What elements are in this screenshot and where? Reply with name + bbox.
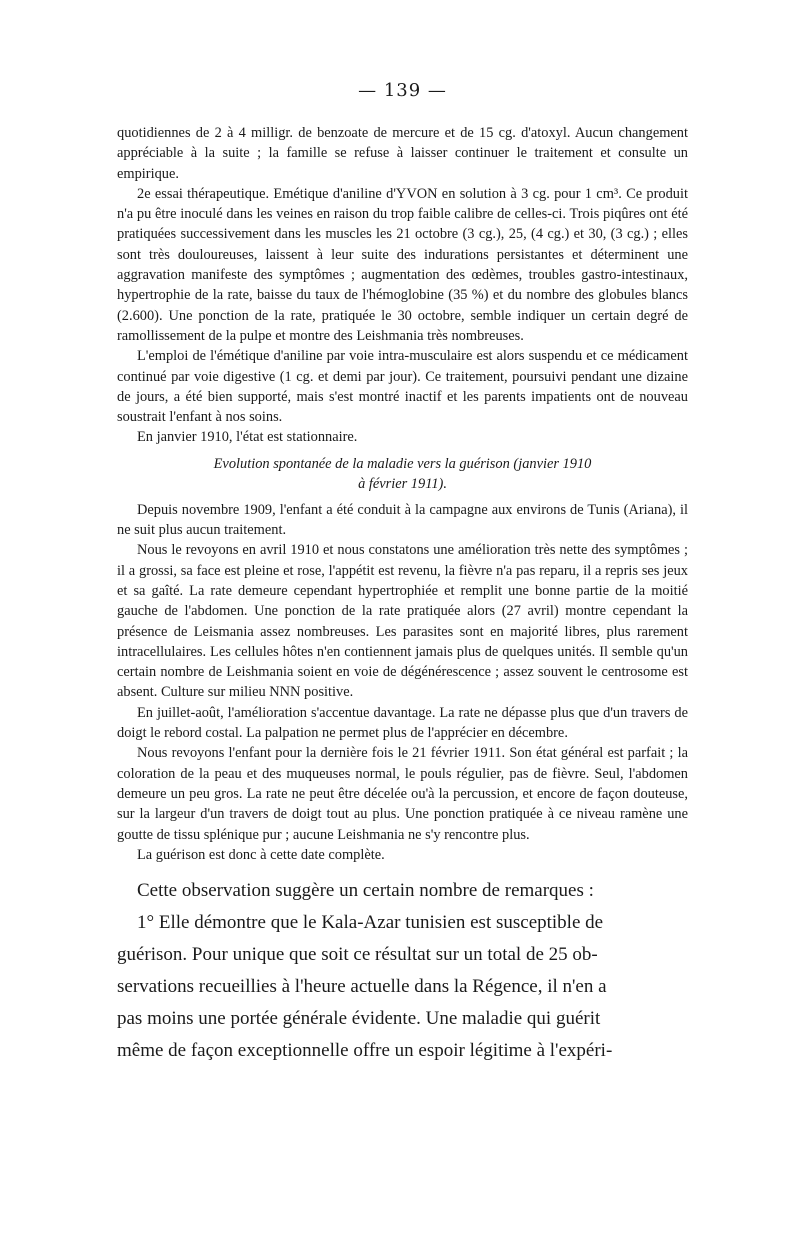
conclusion-line-5: pas moins une portée générale évidente. Une maladie qui guérit bbox=[117, 1008, 601, 1030]
conclusion-line-2: 1° Elle démontre que le Kala-Azar tunisien est susceptible de bbox=[137, 912, 604, 934]
section-title-line-2: à février 1911). bbox=[358, 475, 447, 492]
paragraph-countryside: Depuis novembre 1909, l'enfant a été conduit à la campagne aux environs de Tunis (Ariana), il ne suit plus aucun traitement. bbox=[117, 501, 688, 539]
section-title bbox=[117, 454, 688, 494]
conclusion-line-6: même de façon exceptionnelle offre un espoir légitime à l'expéri- bbox=[117, 1040, 613, 1062]
conclusion-line-4: servations recueillies à l'heure actuelle dans la Régence, il n'en a bbox=[117, 976, 607, 998]
section-title-line-1: Evolution spontanée de la maladie vers la guérison (janvier 1910 bbox=[213, 455, 592, 472]
page-number: — 139 — bbox=[358, 80, 447, 101]
paragraph-july-august: En juillet-août, l'amélioration s'accentue davantage. La rate ne dépasse plus que d'un travers de doigt le rebord costal. La palpation ne permet plus de l'apprécier en décembre. bbox=[117, 704, 688, 742]
conclusion-line-1: Cette observation suggère un certain nombre de remarques : bbox=[137, 880, 594, 902]
paragraph-second-trial: 2e essai thérapeutique. Emétique d'aniline d'YVON en solution à 3 cg. pour 1 cm³. Ce produit n'a pu être inoculé dans les veines en raison du trop faible calibre de celles-ci. Trois piqûres ont été pratiquées successivement dans les muscles les 21 octobre (3 cg.), 25, (4 cg.) et 30, (3 cg.) ; elles sont très douloureuses, laissent à leur suite des indurations persistantes et déterminent une aggravation manifeste des symptômes ; augmentation des œdèmes, troubles gastro-intestinaux, hypertrophie de la rate, baisse du taux de l'hémoglobine (35 %) et du nombre des globules blancs (2.600). Une ponction de la rate, pratiquée le 30 octobre, semble indiquer un certain degré de ramollissement de la pulpe et montre des Leishmania très nombreuses. bbox=[117, 185, 688, 344]
paragraph-treatment-mercury: quotidiennes de 2 à 4 milligr. de benzoate de mercure et de 15 cg. d'atoxyl. Aucun changement appréciable à la suite ; la famille se refuse à laisser continuer le traitement et consulte un empirique. bbox=[117, 125, 688, 182]
paragraph-oral-route: L'emploi de l'émétique d'aniline par voie intra-musculaire est alors suspendu et ce médicament continué par voie digestive (1 cg. et demi par jour). Ce traitement, poursuivi pendant une dizaine de jours, a été bien supporté, mais s'est montré inactif et les parents impatients ont de nouveau soustrait l'enfant à nos soins. bbox=[117, 348, 688, 426]
paragraph-february-1911: Nous revoyons l'enfant pour la dernière fois le 21 février 1911. Son état général est parfait ; la coloration de la peau et des muqueuses normal, le pouls régulier, pas de fièvre. Seul, l'abdomen demeure un peu gros. La rate ne peut être décelée ou'à la percussion, et encore de façon douteuse, sur la largeur d'un travers de doigt tout au plus. Une ponction pratiquée à ce niveau ramène une goutte de tissu splénique pur ; aucune Leishmania ne s'y rencontre plus. bbox=[117, 745, 688, 843]
paragraph-january-1910: En janvier 1910, l'état est stationnaire. bbox=[137, 429, 358, 446]
conclusion-line-3: guérison. Pour unique que soit ce résultat sur un total de 25 ob- bbox=[117, 944, 598, 966]
conclusion-block bbox=[117, 875, 688, 1067]
paragraph-cure-complete: La guérison est donc à cette date complète. bbox=[137, 846, 385, 863]
paragraph-april-1910: Nous le revoyons en avril 1910 et nous constatons une amélioration très nette des symptômes ; il a grossi, sa face est pleine et rose, l'appétit est revenu, la fièvre n'a pas reparu, il a repris ses jeux et sa gaîté. La rate demeure cependant hypertrophiée et remplit une bonne partie de la moitié gauche de l'abdomen. Une ponction de la rate pratiquée alors (27 avril) montre cependant la présence de Leismania assez nombreuses. Les parasites sont en majorité libres, plus rarement intracellulaires. Les cellules hôtes n'en contiennent jamais plus de quelques unités. Il semble qu'un certain nombre de Leishmania soient en voie de dégénérescence ; assez souvent le centrosome est absent. Culture sur milieu NNN positive. bbox=[117, 542, 688, 701]
